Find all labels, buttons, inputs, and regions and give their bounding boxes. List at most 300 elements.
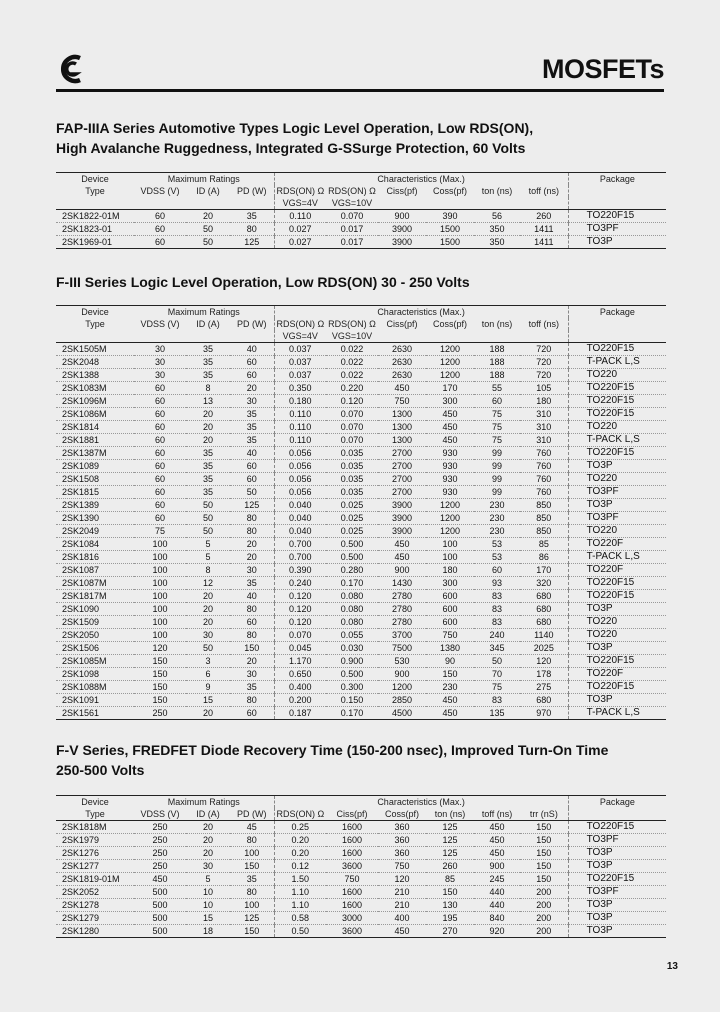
table-row — [56, 681, 666, 694]
table-cell: 8 — [186, 382, 230, 395]
table-cell: 600 — [426, 590, 474, 603]
column-header: ID (A) — [196, 319, 220, 329]
characteristics-header: Characteristics (Max.) — [274, 306, 568, 319]
table-cell: 60 — [134, 210, 186, 223]
table-row — [56, 860, 666, 873]
table-cell: 150 — [134, 668, 186, 681]
device-type-cell: 2SK2052 — [56, 886, 134, 899]
table-cell: 30 — [186, 860, 230, 873]
table-cell: 360 — [378, 847, 426, 860]
device-type-cell: 2SK1389 — [56, 499, 134, 512]
table-row — [56, 616, 666, 629]
table-cell: 1200 — [426, 369, 474, 382]
table-cell: 60 — [134, 473, 186, 486]
table-cell: 0.58 — [274, 912, 326, 925]
table-cell: 20 — [230, 551, 274, 564]
table-cell: 0.120 — [274, 590, 326, 603]
table-cell: 60 — [134, 486, 186, 499]
table-cell: 0.017 — [326, 236, 378, 249]
table-cell: 12 — [186, 577, 230, 590]
column-header: Ciss(pf) — [336, 809, 368, 819]
table-cell: 450 — [134, 873, 186, 886]
table-cell: 0.056 — [274, 460, 326, 473]
column-header: VDSS (V) — [140, 186, 180, 196]
company-logo-icon — [56, 52, 88, 86]
column-header: Coss(pf) — [433, 319, 468, 329]
table-cell: 20 — [186, 847, 230, 860]
table-cell: 178 — [520, 668, 568, 681]
column-header: ton (ns) — [481, 319, 513, 329]
package-cell: TO220F15 — [568, 577, 666, 590]
table-cell: 0.040 — [274, 525, 326, 538]
table-cell: 1.10 — [274, 899, 326, 912]
table-cell: 930 — [426, 486, 474, 499]
table-cell: 200 — [520, 912, 568, 925]
package-cell: TO220F15 — [568, 395, 666, 408]
table-cell: 60 — [134, 499, 186, 512]
column-header: Ciss(pf) — [386, 319, 418, 329]
table-cell: 150 — [426, 668, 474, 681]
device-type-cell: 2SK1881 — [56, 434, 134, 447]
table-cell: 60 — [134, 408, 186, 421]
table-cell: 0.070 — [326, 434, 378, 447]
package-cell: T-PACK L,S — [568, 356, 666, 369]
device-type-cell: 2SK1505M — [56, 343, 134, 356]
table-cell: 310 — [520, 408, 568, 421]
table-row — [56, 912, 666, 925]
table-cell: 0.037 — [274, 356, 326, 369]
device-type-cell: 2SK1276 — [56, 847, 134, 860]
table-cell: 250 — [134, 834, 186, 847]
table-cell: 200 — [520, 886, 568, 899]
table-cell: 180 — [426, 564, 474, 577]
table-cell: 150 — [134, 681, 186, 694]
table-cell: 20 — [186, 210, 230, 223]
table-cell: 0.055 — [326, 629, 378, 642]
table-cell: 99 — [474, 460, 520, 473]
table-cell: 450 — [426, 707, 474, 720]
table-cell: 35 — [186, 447, 230, 460]
table-cell: 60 — [230, 356, 274, 369]
column-header: toff (ns) — [481, 809, 513, 819]
table-cell: 3900 — [378, 499, 426, 512]
table-cell: 0.50 — [274, 925, 326, 938]
table-cell: 120 — [134, 642, 186, 655]
table-cell: 400 — [378, 912, 426, 925]
device-type-cell: 2SK1085M — [56, 655, 134, 668]
device-type-cell: 2SK1387M — [56, 447, 134, 460]
table-cell: 20 — [186, 821, 230, 834]
table-cell: 83 — [474, 694, 520, 707]
table-cell: 35 — [230, 873, 274, 886]
table-cell: 440 — [474, 886, 520, 899]
column-subheader — [230, 197, 274, 210]
column-header: ton (ns) — [481, 186, 513, 196]
table-cell: 0.700 — [274, 538, 326, 551]
table-cell: 1200 — [426, 525, 474, 538]
table-cell: 35 — [186, 486, 230, 499]
table-cell: 85 — [520, 538, 568, 551]
table-cell: 3900 — [378, 236, 426, 249]
table-cell: 86 — [520, 551, 568, 564]
table-cell: 930 — [426, 460, 474, 473]
table-cell: 20 — [186, 616, 230, 629]
table-cell: 270 — [426, 925, 474, 938]
table-cell: 530 — [378, 655, 426, 668]
table-cell: 99 — [474, 473, 520, 486]
table-cell: 200 — [520, 899, 568, 912]
table-cell: 0.035 — [326, 473, 378, 486]
table-row — [56, 473, 666, 486]
device-type-cell: 2SK1278 — [56, 899, 134, 912]
brand-title: MOSFETs — [541, 54, 664, 84]
package-cell: TO220 — [568, 421, 666, 434]
device-type-cell: 2SK1979 — [56, 834, 134, 847]
table-cell: 83 — [474, 590, 520, 603]
table-cell: 125 — [230, 912, 274, 925]
table-cell: 3 — [186, 655, 230, 668]
package-header-spacer — [568, 330, 666, 343]
table-cell: 60 — [134, 421, 186, 434]
table-cell: 135 — [474, 707, 520, 720]
table-cell: 125 — [230, 236, 274, 249]
package-cell: T-PACK L,S — [568, 551, 666, 564]
table-cell: 150 — [230, 642, 274, 655]
table-cell: 15 — [186, 694, 230, 707]
table-cell: 0.022 — [326, 343, 378, 356]
table-cell: 150 — [520, 821, 568, 834]
table-cell: 0.040 — [274, 499, 326, 512]
table-cell: 450 — [378, 382, 426, 395]
page-number: 13 — [666, 961, 678, 972]
table-cell: 0.700 — [274, 551, 326, 564]
table-cell: 0.070 — [274, 629, 326, 642]
device-type-cell: 2SK1822-01M — [56, 210, 134, 223]
table-cell: 70 — [474, 668, 520, 681]
table-cell: 60 — [134, 223, 186, 236]
table-cell: 1.170 — [274, 655, 326, 668]
table-row — [56, 434, 666, 447]
table-cell: 0.110 — [274, 434, 326, 447]
table-cell: 2780 — [378, 603, 426, 616]
table-cell: 100 — [134, 590, 186, 603]
device-type-cell: 2SK1096M — [56, 395, 134, 408]
package-cell: TO220F15 — [568, 873, 666, 886]
package-cell: TO220F — [568, 538, 666, 551]
table-cell: 150 — [230, 860, 274, 873]
device-type-cell: 2SK2049 — [56, 525, 134, 538]
package-cell: TO220 — [568, 525, 666, 538]
table-cell: 150 — [134, 655, 186, 668]
table-row — [56, 236, 666, 249]
device-type-cell: 2SK1088M — [56, 681, 134, 694]
table-row — [56, 642, 666, 655]
table-cell: 500 — [134, 899, 186, 912]
table-cell: 310 — [520, 421, 568, 434]
device-type-cell: 2SK1816 — [56, 551, 134, 564]
table-cell: 15 — [186, 912, 230, 925]
table-cell: 450 — [378, 551, 426, 564]
table-cell: 0.150 — [326, 694, 378, 707]
table-cell: 55 — [474, 382, 520, 395]
table-cell: 2630 — [378, 369, 426, 382]
table-cell: 0.110 — [274, 210, 326, 223]
table-cell: 99 — [474, 486, 520, 499]
package-cell: TO3PF — [568, 223, 666, 236]
device-type-cell: 2SK1089 — [56, 460, 134, 473]
package-cell: TO220F15 — [568, 408, 666, 421]
table-cell: 1411 — [520, 236, 568, 249]
table-cell: 760 — [520, 473, 568, 486]
table-cell: 440 — [474, 899, 520, 912]
table-row — [56, 577, 666, 590]
table-cell: 210 — [378, 886, 426, 899]
table-cell: 0.037 — [274, 369, 326, 382]
table-cell: 0.056 — [274, 473, 326, 486]
table-cell: 90 — [426, 655, 474, 668]
table-cell: 130 — [426, 899, 474, 912]
table-cell: 120 — [378, 873, 426, 886]
table-cell: 60 — [474, 395, 520, 408]
table-cell: 450 — [426, 694, 474, 707]
type-header: Type — [85, 809, 105, 819]
table-cell: 50 — [186, 223, 230, 236]
column-header: RDS(ON) Ω — [274, 185, 326, 197]
package-cell: TO3P — [568, 236, 666, 249]
column-subheader — [378, 197, 426, 210]
package-cell: T-PACK L,S — [568, 434, 666, 447]
table-cell: 50 — [474, 655, 520, 668]
table-cell: 0.20 — [274, 847, 326, 860]
table-cell: 240 — [474, 629, 520, 642]
table-cell: 750 — [326, 873, 378, 886]
table-cell: 0.25 — [274, 821, 326, 834]
package-cell: TO220F15 — [568, 343, 666, 356]
column-header: VDSS (V) — [140, 809, 180, 819]
package-cell: TO220F — [568, 668, 666, 681]
table-row — [56, 421, 666, 434]
table-cell: 250 — [134, 860, 186, 873]
table-cell: 35 — [186, 369, 230, 382]
table-cell: 200 — [520, 925, 568, 938]
table-cell: 1600 — [326, 834, 378, 847]
device-type-cell: 2SK1098 — [56, 668, 134, 681]
table-cell: 170 — [426, 382, 474, 395]
table-cell: 345 — [474, 642, 520, 655]
table-cell: 60 — [230, 369, 274, 382]
f-v-table — [56, 795, 666, 938]
table-cell: 80 — [230, 512, 274, 525]
device-type-cell: 2SK1508 — [56, 473, 134, 486]
table-cell: 0.240 — [274, 577, 326, 590]
device-type-cell: 2SK1091 — [56, 694, 134, 707]
table-cell: 0.080 — [326, 616, 378, 629]
device-type-cell: 2SK2048 — [56, 356, 134, 369]
table-cell: 60 — [134, 460, 186, 473]
table-cell: 210 — [378, 899, 426, 912]
max-ratings-header: Maximum Ratings — [134, 796, 274, 809]
table-cell: 0.12 — [274, 860, 326, 873]
table-cell: 250 — [134, 847, 186, 860]
table-cell: 170 — [520, 564, 568, 577]
table-cell: 80 — [230, 603, 274, 616]
table-cell: 30 — [230, 668, 274, 681]
table-cell: 80 — [230, 629, 274, 642]
header-spacer — [56, 197, 134, 210]
table-cell: 40 — [230, 447, 274, 460]
table-cell: 260 — [426, 860, 474, 873]
table-cell: 930 — [426, 473, 474, 486]
table-row — [56, 408, 666, 421]
table-cell: 20 — [186, 421, 230, 434]
table-row — [56, 369, 666, 382]
device-type-cell: 2SK1506 — [56, 642, 134, 655]
table-cell: 1200 — [426, 356, 474, 369]
table-cell: 360 — [378, 834, 426, 847]
table-cell: 100 — [134, 551, 186, 564]
table-row — [56, 460, 666, 473]
table-cell: 720 — [520, 356, 568, 369]
table-cell: 245 — [474, 873, 520, 886]
column-header: Coss(pf) — [385, 809, 420, 819]
table-cell: 230 — [474, 525, 520, 538]
table-cell: 230 — [474, 512, 520, 525]
section-3-title-line-1: F-V Series, FREDFET Diode Recovery Time (150-200 nsec), Improved Turn-On Time — [56, 742, 609, 758]
table-cell: 60 — [134, 382, 186, 395]
device-type-cell: 2SK1083M — [56, 382, 134, 395]
table-row — [56, 834, 666, 847]
section-1-title-line-1: FAP-IIIA Series Automotive Types Logic Level Operation, Low RDS(ON), — [56, 120, 534, 136]
table-cell: 260 — [520, 210, 568, 223]
device-header: Device — [56, 306, 134, 319]
table-cell: 1.50 — [274, 873, 326, 886]
table-row — [56, 886, 666, 899]
table-cell: 0.045 — [274, 642, 326, 655]
column-subheader — [520, 197, 568, 210]
package-header-spacer — [568, 185, 666, 197]
package-cell: TO3PF — [568, 486, 666, 499]
table-cell: 100 — [134, 603, 186, 616]
table-row — [56, 343, 666, 356]
device-type-cell: 2SK1815 — [56, 486, 134, 499]
package-cell: TO3P — [568, 925, 666, 938]
table-cell: 680 — [520, 590, 568, 603]
package-cell: TO3P — [568, 860, 666, 873]
table-cell: 850 — [520, 525, 568, 538]
table-cell: 1600 — [326, 821, 378, 834]
table-cell: 100 — [230, 847, 274, 860]
table-cell: 75 — [474, 681, 520, 694]
table-cell: 0.056 — [274, 447, 326, 460]
table-cell: 0.025 — [326, 499, 378, 512]
table-cell: 230 — [474, 499, 520, 512]
table-row — [56, 551, 666, 564]
package-cell: TO220 — [568, 629, 666, 642]
table-cell: 195 — [426, 912, 474, 925]
table-cell: 9 — [186, 681, 230, 694]
table-cell: 3000 — [326, 912, 378, 925]
table-row — [56, 668, 666, 681]
table-cell: 0.400 — [274, 681, 326, 694]
max-ratings-header: Maximum Ratings — [134, 173, 274, 186]
table-cell: 0.070 — [326, 408, 378, 421]
table-row — [56, 899, 666, 912]
device-type-cell: 2SK1086M — [56, 408, 134, 421]
table-cell: 1200 — [378, 681, 426, 694]
table-cell: 30 — [134, 356, 186, 369]
table-cell: 300 — [426, 395, 474, 408]
table-cell: 720 — [520, 343, 568, 356]
table-cell: 0.300 — [326, 681, 378, 694]
column-subheader: VGS=10V — [331, 331, 373, 341]
table-cell: 20 — [186, 434, 230, 447]
table-cell: 0.220 — [326, 382, 378, 395]
table-cell: 2780 — [378, 590, 426, 603]
table-row — [56, 538, 666, 551]
package-cell: TO220F15 — [568, 681, 666, 694]
table-row — [56, 223, 666, 236]
table-row — [56, 821, 666, 834]
table-cell: 1300 — [378, 434, 426, 447]
table-cell: 53 — [474, 551, 520, 564]
table-cell: 7500 — [378, 642, 426, 655]
device-type-cell: 2SK1277 — [56, 860, 134, 873]
table-cell: 450 — [426, 434, 474, 447]
table-cell: 105 — [520, 382, 568, 395]
table-cell: 20 — [186, 834, 230, 847]
table-cell: 188 — [474, 356, 520, 369]
table-cell: 250 — [134, 707, 186, 720]
device-type-cell: 2SK1388 — [56, 369, 134, 382]
table-cell: 5 — [186, 873, 230, 886]
table-cell: 3900 — [378, 512, 426, 525]
package-cell: TO220F15 — [568, 821, 666, 834]
table-cell: 0.20 — [274, 834, 326, 847]
table-cell: 188 — [474, 369, 520, 382]
table-cell: 600 — [426, 616, 474, 629]
column-header: ID (A) — [196, 809, 220, 819]
table-cell: 1411 — [520, 223, 568, 236]
table-cell: 390 — [426, 210, 474, 223]
table-cell: 35 — [230, 577, 274, 590]
table-cell: 100 — [134, 564, 186, 577]
table-cell: 6 — [186, 668, 230, 681]
device-type-cell: 2SK1561 — [56, 707, 134, 720]
table-cell: 0.080 — [326, 603, 378, 616]
table-cell: 35 — [186, 343, 230, 356]
table-cell: 60 — [230, 473, 274, 486]
table-cell: 1300 — [378, 408, 426, 421]
table-cell: 0.080 — [326, 590, 378, 603]
column-subheader: VGS=4V — [274, 330, 326, 343]
column-subheader — [426, 197, 474, 210]
table-cell: 2700 — [378, 447, 426, 460]
column-subheader — [474, 330, 520, 343]
table-cell: 0.350 — [274, 382, 326, 395]
package-header-spacer — [568, 197, 666, 210]
table-cell: 0.037 — [274, 343, 326, 356]
table-cell: 1140 — [520, 629, 568, 642]
table-cell: 60 — [134, 512, 186, 525]
table-cell: 56 — [474, 210, 520, 223]
table-cell: 60 — [134, 434, 186, 447]
table-cell: 30 — [134, 343, 186, 356]
table-cell: 900 — [378, 210, 426, 223]
table-cell: 180 — [520, 395, 568, 408]
table-cell: 35 — [230, 210, 274, 223]
table-cell: 100 — [134, 577, 186, 590]
table-cell: 20 — [230, 382, 274, 395]
